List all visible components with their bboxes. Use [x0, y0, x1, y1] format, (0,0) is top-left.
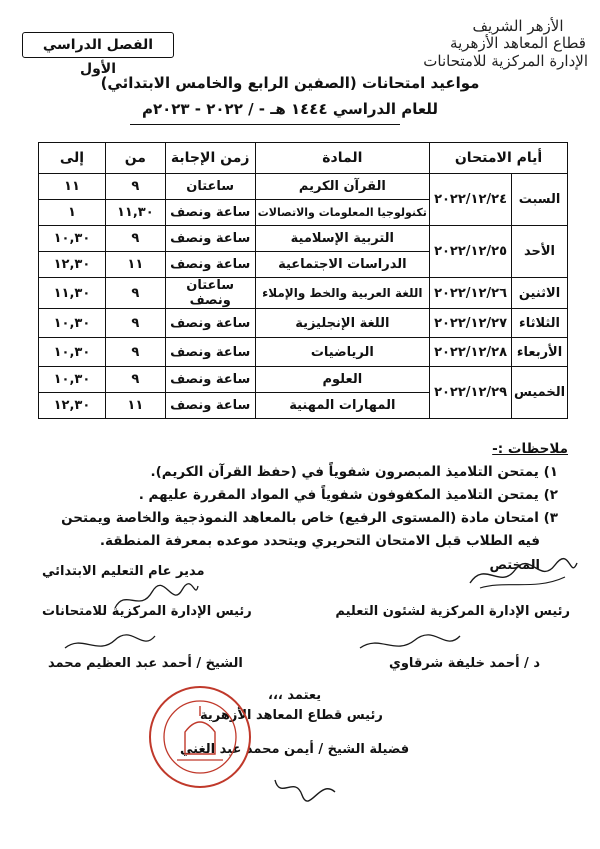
- head-education-label: رئيس الإدارة المركزية لشئون التعليم: [335, 604, 570, 619]
- date-cell: ٢٠٢٢/١٢/٢٧: [430, 309, 512, 338]
- from-cell: ٩: [105, 338, 165, 367]
- logo-line-2: قطاع المعاهد الأزهرية: [450, 34, 586, 53]
- reviewer-label: المختص: [489, 558, 540, 573]
- day-cell: الاثنين: [512, 278, 568, 309]
- duration-cell: ساعة ونصف: [165, 367, 255, 393]
- subject-cell: المهارات المهنية: [255, 393, 429, 419]
- exam-schedule-table: [38, 142, 568, 419]
- header-duration: زمن الإجابة: [165, 143, 255, 174]
- name-exams: الشيخ / أحمد عبد العظيم محمد: [48, 656, 243, 671]
- from-cell: ٩: [105, 278, 165, 309]
- table-row: [39, 278, 568, 309]
- subject-cell: اللغة العربية والخط والإملاء: [255, 278, 429, 309]
- academic-year: للعام الدراسي ١٤٤٤ هـ - / ٢٠٢٢ - ٢٠٢٣م: [141, 100, 439, 118]
- from-cell: ٩: [105, 309, 165, 338]
- note-item: ١) يمتحن التلاميذ المبصرون شفوياً في (حفظ القرآن الكريم).: [150, 464, 558, 480]
- to-cell: ١٠,٣٠: [39, 226, 106, 252]
- header-subject: المادة: [255, 143, 429, 174]
- header-exam-days: أيام الامتحان: [430, 143, 568, 174]
- logo-line-3: الإدارة المركزية للامتحانات: [423, 51, 588, 70]
- day-cell: الأربعاء: [512, 338, 568, 367]
- name-sector: فضيلة الشيخ / أيمن محمد عبد الغني: [180, 742, 410, 757]
- date-cell: ٢٠٢٢/١٢/٢٩: [430, 367, 512, 419]
- primary-director-label: مدير عام التعليم الابتدائي: [42, 564, 205, 579]
- to-cell: ١١,٣٠: [39, 278, 106, 309]
- subject-cell: الدراسات الاجتماعية: [255, 252, 429, 278]
- table-header-row: [39, 143, 568, 174]
- from-cell: ٩: [105, 174, 165, 200]
- subject-cell: الرياضيات: [255, 338, 429, 367]
- head-exams-label: رئيس الإدارة المركزية للامتحانات: [42, 604, 252, 619]
- from-cell: ١١,٣٠: [105, 200, 165, 226]
- duration-cell: ساعتان: [165, 174, 255, 200]
- duration-cell: ساعة ونصف: [165, 200, 255, 226]
- header-from: من: [105, 143, 165, 174]
- approval-label: يعتمد ،،،: [268, 688, 322, 703]
- official-seal: [145, 682, 255, 792]
- from-cell: ٩: [105, 367, 165, 393]
- note-item: ٢) يمتحن التلاميذ المكفوفون شفوياً في المواد المقررة عليهم .: [138, 487, 558, 503]
- to-cell: ١٠,٣٠: [39, 367, 106, 393]
- table-row: [39, 338, 568, 367]
- signature-scrawl: [355, 630, 465, 660]
- subject-cell: التربية الإسلامية: [255, 226, 429, 252]
- date-cell: ٢٠٢٢/١٢/٢٦: [430, 278, 512, 309]
- notes-section: [28, 438, 568, 553]
- day-cell: الثلاثاء: [512, 309, 568, 338]
- subject-cell: القرآن الكريم: [255, 174, 429, 200]
- duration-cell: ساعة ونصف: [165, 338, 255, 367]
- to-cell: ١١: [39, 174, 106, 200]
- to-cell: ١٢,٣٠: [39, 252, 106, 278]
- from-cell: ٩: [105, 226, 165, 252]
- from-cell: ١١: [105, 252, 165, 278]
- signature-scrawl: [60, 628, 160, 660]
- table-row: [39, 309, 568, 338]
- table-row: [39, 174, 568, 200]
- signature-scrawl: [270, 770, 340, 805]
- day-cell: الخميس: [512, 367, 568, 419]
- duration-cell: ساعة ونصف: [165, 309, 255, 338]
- duration-cell: ساعتان ونصف: [165, 278, 255, 309]
- notes-heading: ملاحظات :-: [492, 441, 568, 457]
- subject-cell: العلوم: [255, 367, 429, 393]
- from-cell: ١١: [105, 393, 165, 419]
- note-continuation: فيه الطلاب قبل الامتحان التحريري ويتحدد موعده بمعرفة المنطقة.: [99, 533, 540, 549]
- to-cell: ١٠,٣٠: [39, 309, 106, 338]
- head-sector-label: رئيس قطاع المعاهد الأزهرية: [200, 708, 383, 723]
- header-to: إلى: [39, 143, 106, 174]
- signature-scrawl: [465, 555, 580, 595]
- date-cell: ٢٠٢٢/١٢/٢٥: [430, 226, 512, 278]
- name-education: د / أحمد خليفة شرقاوي: [388, 656, 540, 671]
- to-cell: ١: [39, 200, 106, 226]
- semester-box: الفصل الدراسي الأول: [22, 32, 174, 58]
- to-cell: ١٠,٣٠: [39, 338, 106, 367]
- to-cell: ١٢,٣٠: [39, 393, 106, 419]
- institution-logo: [423, 17, 588, 70]
- title-underline: [130, 124, 400, 125]
- subject-cell: تكنولوجيا المعلومات والاتصالات: [255, 200, 429, 226]
- signature-scrawl: [110, 578, 200, 618]
- duration-cell: ساعة ونصف: [165, 252, 255, 278]
- day-cell: الأحد: [512, 226, 568, 278]
- note-item: ٣) امتحان مادة (المستوى الرفيع) خاص بالمعاهد النموذجية والخاصة ويمتحن: [61, 510, 558, 526]
- subject-cell: اللغة الإنجليزية: [255, 309, 429, 338]
- logo-line-1: الأزهر الشريف: [472, 17, 564, 35]
- day-cell: السبت: [512, 174, 568, 226]
- duration-cell: ساعة ونصف: [165, 393, 255, 419]
- table-row: [39, 226, 568, 252]
- date-cell: ٢٠٢٢/١٢/٢٤: [430, 174, 512, 226]
- duration-cell: ساعة ونصف: [165, 226, 255, 252]
- page-title: مواعيد امتحانات (الصفين الرابع والخامس الابتدائي): [100, 74, 480, 92]
- date-cell: ٢٠٢٢/١٢/٢٨: [430, 338, 512, 367]
- table-row: [39, 367, 568, 393]
